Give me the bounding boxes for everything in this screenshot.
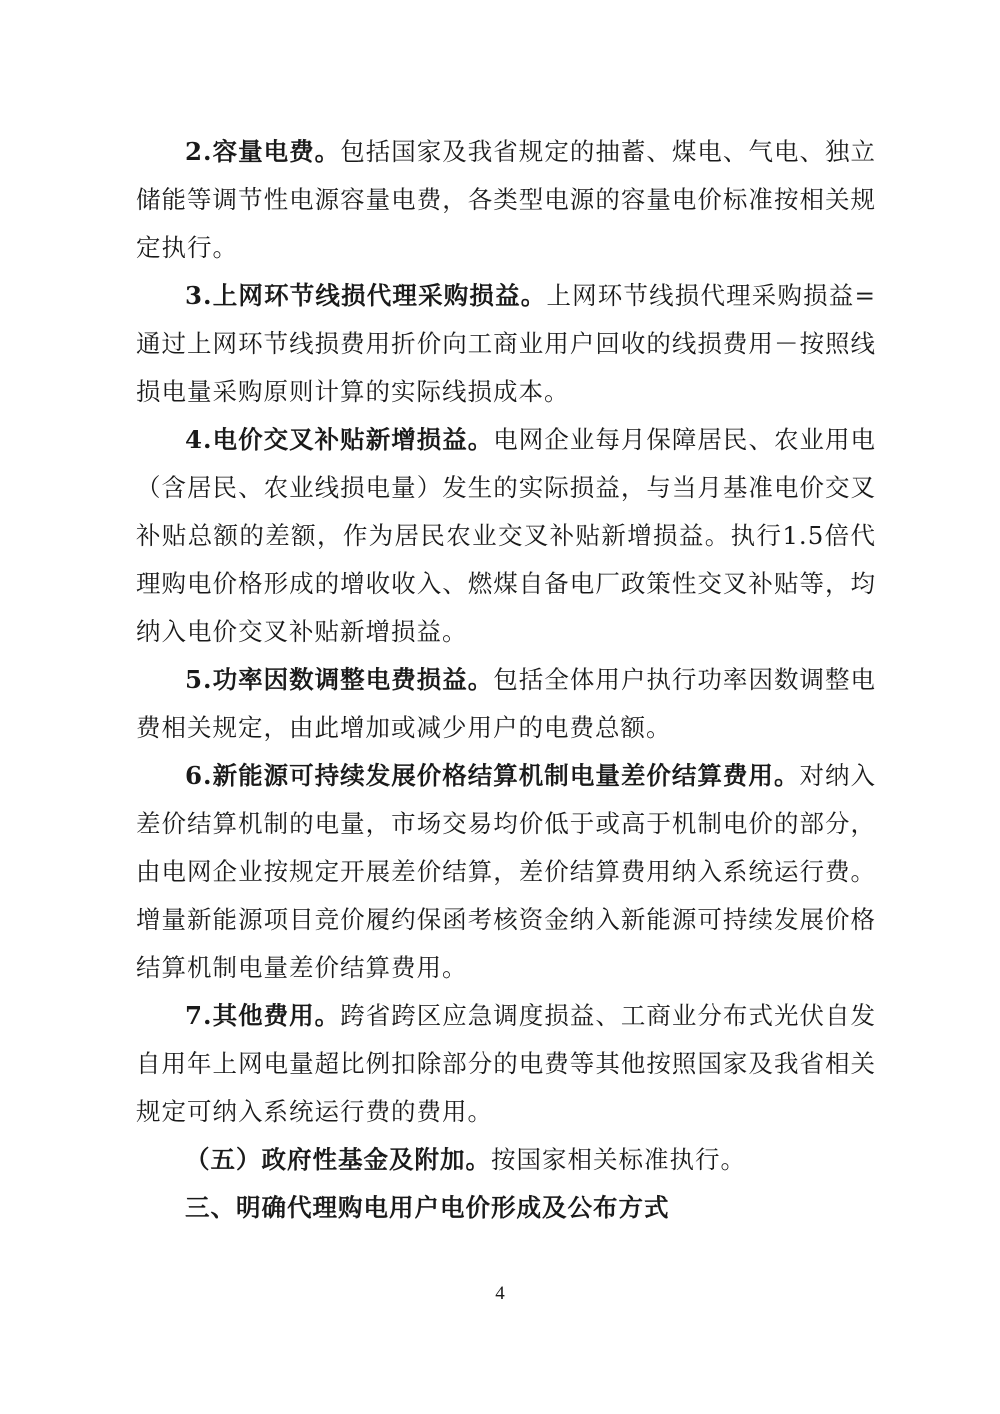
page-number: 4 <box>495 1283 505 1304</box>
paragraph-text: 按国家相关标准执行。 <box>491 1145 746 1174</box>
paragraph-heading: 6.新能源可持续发展价格结算机制电量差价结算费用。 <box>185 761 800 790</box>
paragraph-text: 包括国家及我省规定的抽蓄、煤电、气电、独立储能等调节性电源容量电费，各类型电源的容量电价标准按相关规定执行。 <box>136 137 877 262</box>
paragraph-heading: 2.容量电费。 <box>185 137 341 166</box>
paragraph-capacity-fee <box>136 128 876 272</box>
paragraph-text: 对纳入差价结算机制的电量，市场交易均价低于或高于机制电价的部分，由电网企业按规定开展差价结算，差价结算费用纳入系统运行费。增量新能源项目竞价履约保函考核资金纳入新能源可持续发展价格结算机制电量差价结算费用。 <box>136 761 877 982</box>
paragraph-line-loss <box>136 272 876 416</box>
paragraph-text: 上网环节线损代理采购损益=通过上网环节线损费用折价向工商业用户回收的线损费用－按照线损电量采购原则计算的实际线损成本。 <box>136 281 877 406</box>
paragraph-text: 包括全体用户执行功率因数调整电费相关规定，由此增加或减少用户的电费总额。 <box>136 665 877 742</box>
paragraph-cross-subsidy <box>136 416 876 656</box>
paragraph-power-factor <box>136 656 876 752</box>
document-body <box>136 128 876 1232</box>
paragraph-government-funds <box>136 1136 876 1184</box>
paragraph-heading: 5.功率因数调整电费损益。 <box>185 665 494 694</box>
paragraph-text: 电网企业每月保障居民、农业用电（含居民、农业线损电量）发生的实际损益，与当月基准电价交叉补贴总额的差额，作为居民农业交叉补贴新增损益。执行1.5倍代理购电价格形成的增收收入、燃煤自备电厂政策性交叉补贴等，均纳入电价交叉补贴新增损益。 <box>136 425 877 646</box>
section-title: 三、明确代理购电用户电价形成及公布方式 <box>185 1193 670 1222</box>
paragraph-text: 跨省跨区应急调度损益、工商业分布式光伏自发自用年上网电量超比例扣除部分的电费等其他按照国家及我省相关规定可纳入系统运行费的费用。 <box>136 1001 877 1126</box>
paragraph-heading: 3.上网环节线损代理采购损益。 <box>185 281 547 310</box>
paragraph-heading: （五）政府性基金及附加。 <box>185 1145 491 1174</box>
paragraph-heading: 7.其他费用。 <box>185 1001 341 1030</box>
paragraph-new-energy-settlement <box>136 752 876 992</box>
paragraph-heading: 4.电价交叉补贴新增损益。 <box>185 425 494 454</box>
paragraph-other-fees <box>136 992 876 1136</box>
